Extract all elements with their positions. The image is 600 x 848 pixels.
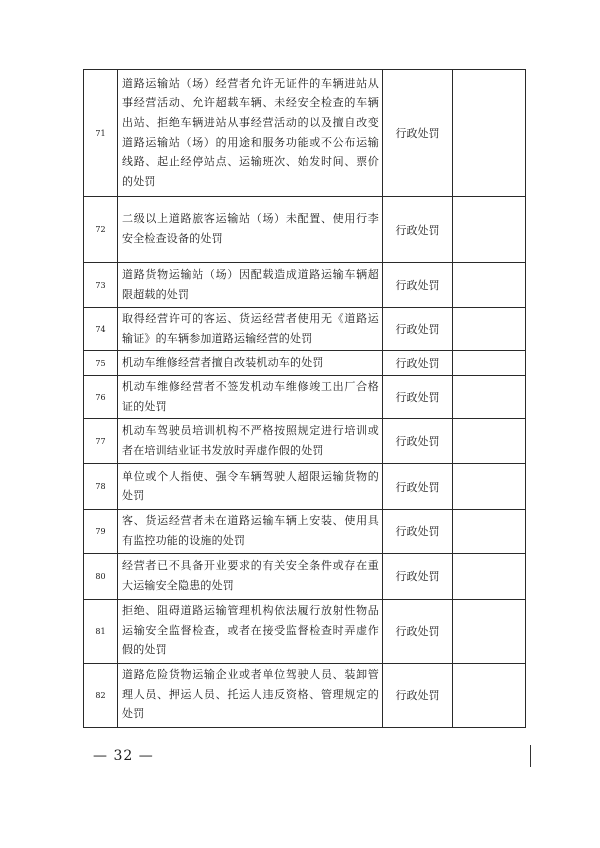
table-row xyxy=(84,351,526,376)
power-list-table xyxy=(83,69,526,728)
table-body xyxy=(84,70,526,728)
item-note xyxy=(453,419,526,464)
item-name: 机动车维修经营者擅自改装机动车的处罚 xyxy=(118,351,383,376)
table-row xyxy=(84,197,526,263)
item-note xyxy=(453,351,526,376)
item-name: 二级以上道路旅客运输站（场）未配置、使用行李安全检查设备的处罚 xyxy=(118,197,383,263)
item-name: 道路危险货物运输企业或者单位驾驶人员、装卸管理人员、押运人员、托运人违反资格、管理规定的处罚 xyxy=(118,663,383,727)
item-name: 道路运输站（场）经营者允许无证件的车辆进站从事经营活动、允许超载车辆、未经安全检查的车辆出站、拒绝车辆进站从事经营活动的以及擅自改变道路运输站（场）的用途和服务功能或不公布运输线路、起止经停站点、运输班次、始发时间、票价的处罚 xyxy=(118,70,383,197)
item-type: 行政处罚 xyxy=(383,663,453,727)
row-number: 81 xyxy=(84,599,118,663)
row-number: 82 xyxy=(84,663,118,727)
row-number: 77 xyxy=(84,419,118,464)
table-row xyxy=(84,663,526,727)
row-number: 73 xyxy=(84,263,118,308)
item-note xyxy=(453,599,526,663)
item-name: 拒绝、阻碍道路运输管理机构依法履行放射性物品运输安全监督检查，或者在接受监督检查时弄虚作假的处罚 xyxy=(118,599,383,663)
item-note xyxy=(453,510,526,553)
item-note xyxy=(453,263,526,308)
table-row xyxy=(84,599,526,663)
row-number: 79 xyxy=(84,510,118,553)
item-note xyxy=(453,376,526,419)
row-number: 71 xyxy=(84,70,118,197)
table-row xyxy=(84,553,526,599)
item-note xyxy=(453,70,526,197)
item-type: 行政处罚 xyxy=(383,510,453,553)
margin-mark xyxy=(530,745,531,767)
item-type: 行政处罚 xyxy=(383,351,453,376)
table-row xyxy=(84,510,526,553)
item-type: 行政处罚 xyxy=(383,599,453,663)
item-name: 客、货运经营者未在道路运输车辆上安装、使用具有监控功能的设施的处罚 xyxy=(118,510,383,553)
item-note xyxy=(453,197,526,263)
row-number: 76 xyxy=(84,376,118,419)
item-type: 行政处罚 xyxy=(383,197,453,263)
table-row xyxy=(84,308,526,351)
item-name: 单位或个人指使、强令车辆驾驶人超限运输货物的处罚 xyxy=(118,464,383,510)
item-name: 经营者已不具备开业要求的有关安全条件或存在重大运输安全隐患的处罚 xyxy=(118,553,383,599)
item-type: 行政处罚 xyxy=(383,553,453,599)
row-number: 72 xyxy=(84,197,118,263)
item-type: 行政处罚 xyxy=(383,419,453,464)
row-number: 78 xyxy=(84,464,118,510)
table-row xyxy=(84,263,526,308)
item-type: 行政处罚 xyxy=(383,263,453,308)
item-name: 道路货物运输站（场）因配载造成道路运输车辆超限超载的处罚 xyxy=(118,263,383,308)
item-name: 取得经营许可的客运、货运经营者使用无《道路运输证》的车辆参加道路运输经营的处罚 xyxy=(118,308,383,351)
row-number: 75 xyxy=(84,351,118,376)
item-type: 行政处罚 xyxy=(383,70,453,197)
item-type: 行政处罚 xyxy=(383,376,453,419)
item-note xyxy=(453,308,526,351)
page-number: — 32 — xyxy=(93,748,154,764)
item-name: 机动车驾驶员培训机构不严格按照规定进行培训或者在培训结业证书发放时弄虚作假的处罚 xyxy=(118,419,383,464)
item-type: 行政处罚 xyxy=(383,464,453,510)
table-row xyxy=(84,464,526,510)
item-note xyxy=(453,553,526,599)
item-note xyxy=(453,464,526,510)
table-row xyxy=(84,419,526,464)
row-number: 80 xyxy=(84,553,118,599)
table-row xyxy=(84,70,526,197)
item-name: 机动车维修经营者不签发机动车维修竣工出厂合格证的处罚 xyxy=(118,376,383,419)
item-type: 行政处罚 xyxy=(383,308,453,351)
item-note xyxy=(453,663,526,727)
table-row xyxy=(84,376,526,419)
row-number: 74 xyxy=(84,308,118,351)
